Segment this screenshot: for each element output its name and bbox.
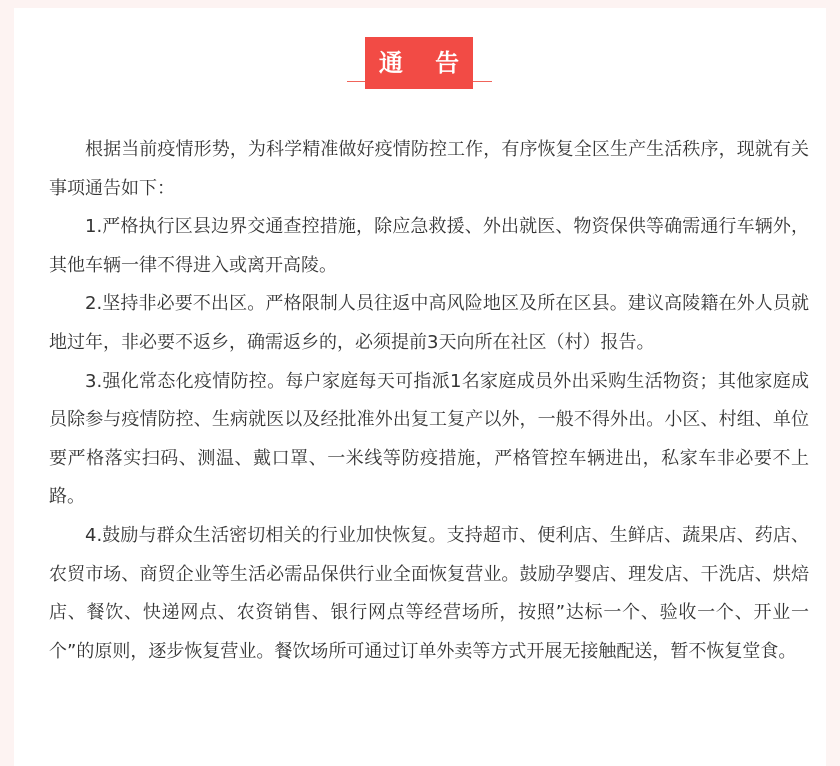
item-3-paragraph: 3.强化常态化疫情防控。每户家庭每天可指派1名家庭成员外出采购生活物资；其他家庭成员除参与疫情防控、生病就医以及经批准外出复工复产以外，一般不得外出。小区、村组、单位要严格落实扫码、测温、戴口罩、一米线等防疫措施，严格管控车辆进出，私家车非必要不上路。 [49, 370, 809, 508]
item-4-paragraph: 4.鼓励与群众生活密切相关的行业加快恢复。支持超市、便利店、生鲜店、蔬果店、药店、农贸市场、商贸企业等生活必需品保供行业全面恢复营业。鼓励孕婴店、理发店、干洗店、烘焙店、餐饮、快递网点、农资销售、银行网点等经营场所，按照”达标一个、验收一个、开业一个”的原则，逐步恢复营业。餐饮场所可通过订单外卖等方式开展无接触配送，暂不恢复堂食。 [49, 524, 809, 662]
notice-body [49, 131, 809, 671]
notice-page [14, 8, 826, 766]
item-2-paragraph: 2.坚持非必要不出区。严格限制人员往返中高风险地区及所在区县。建议高陵籍在外人员就地过年，非必要不返乡，确需返乡的，必须提前3天向所在社区（村）报告。 [49, 293, 809, 353]
intro-paragraph: 根据当前疫情形势，为科学精准做好疫情防控工作，有序恢复全区生产生活秩序，现就有关事项通告如下： [49, 139, 809, 199]
notice-header [14, 37, 826, 89]
item-1-paragraph: 1.严格执行区县边界交通查控措施，除应急救援、外出就医、物资保供等确需通行车辆外，其他车辆一律不得进入或离开高陵。 [49, 216, 809, 276]
notice-title: 通 告 [365, 37, 473, 89]
